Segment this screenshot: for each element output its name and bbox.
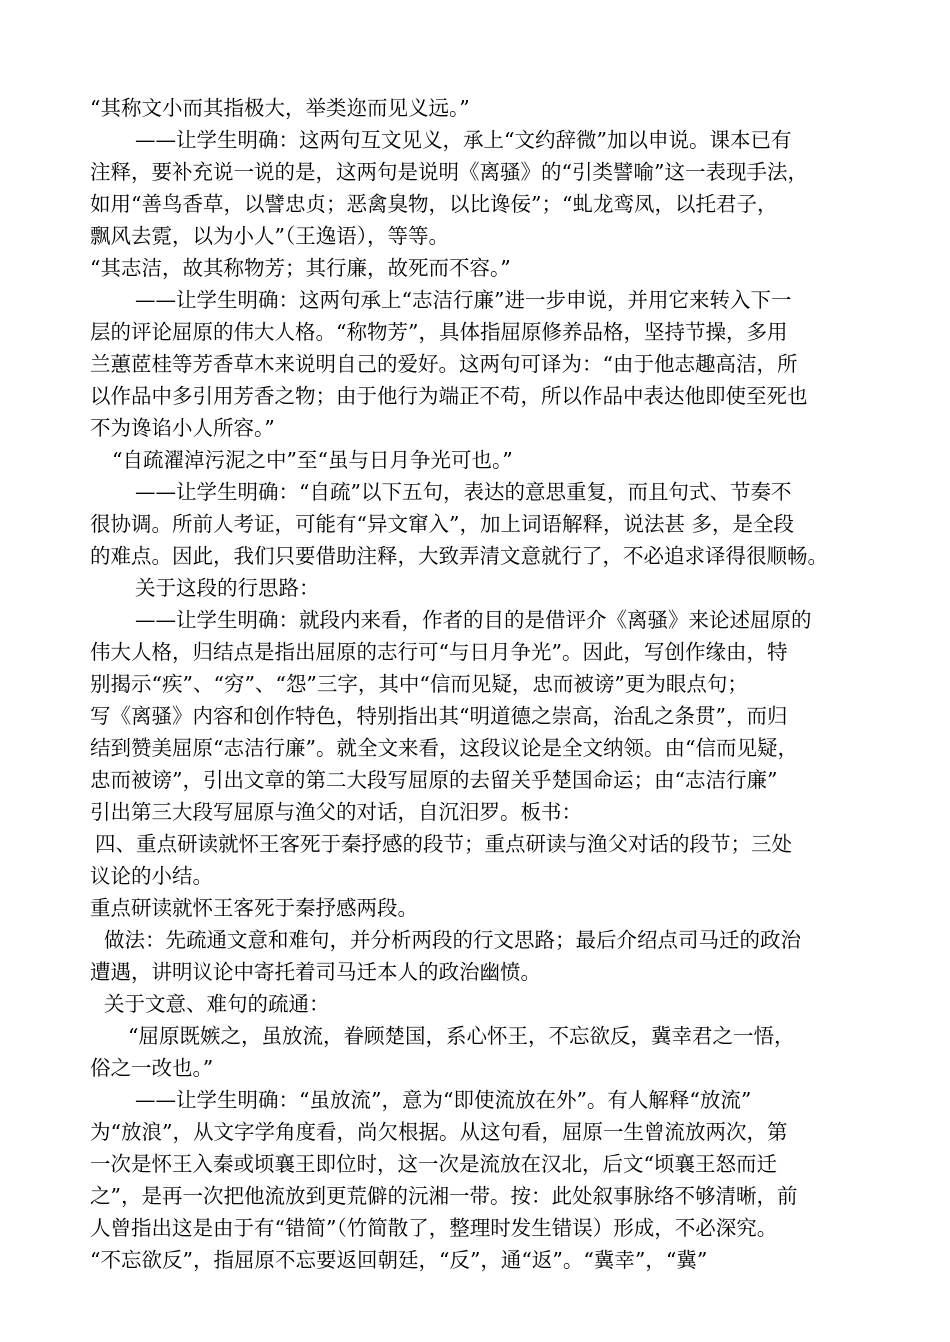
text-line: “屈原既嫉之，虽放流，眷顾楚国，系心怀王，不忘欲反，冀幸君之一悟，: [128, 1024, 795, 1048]
text-line: 四、重点研读就怀王客死于秦抒感的段节；重点研读与渔父对话的段节；三处: [95, 832, 792, 856]
text-line: 引出第三大段写屈原与渔父的对话，自沉汨罗。板书：: [90, 800, 582, 824]
text-line: 以作品中多引用芳香之物；由于他行为端正不苟，所以作品中表达他即使至死也: [90, 384, 808, 408]
text-line: 很协调。所前人考证，可能有“异文窜入”，加上词语解释，说法甚 多，是全段: [90, 512, 794, 536]
text-line: 重点研读就怀王客死于秦抒感两段。: [90, 896, 418, 920]
text-line: 为“放浪”，从文字学角度看，尚欠根据。从这句看，屈原一生曾流放两次，第: [90, 1120, 788, 1144]
text-line: “其志洁，故其称物芳；其行廉，故死而不容。”: [90, 256, 511, 280]
text-line: 如用“善鸟香草，以譬忠贞；恶禽臭物，以比谗佞”；“虬龙鸾凤，以托君子，: [90, 192, 778, 216]
text-line: 关于这段的行思路：: [135, 576, 320, 600]
text-line: ——让学生明确：“虽放流”，意为“即使流放在外”。有人解释“放流”: [135, 1088, 752, 1112]
text-line: ——让学生明确：“自疏”以下五句，表达的意思重复，而且句式、节奏不: [135, 480, 792, 504]
text-line: 写《离骚》内容和创作特色，特别指出其“明道德之崇高，治乱之条贯”，而归: [90, 704, 788, 728]
text-line: 人曾指出这是由于有“错简”（竹简散了，整理时发生错误）形成，不必深究。: [90, 1216, 778, 1240]
text-line: 层的评论屈原的伟大人格。“称物芳”，具体指屈原修养品格，坚持节操，多用: [90, 320, 788, 344]
text-line: 飘风去霓，以为小人”（王逸语），等等。: [90, 224, 449, 248]
text-line: 做法：先疏通文意和难句，并分析两段的行文思路；最后介绍点司马迁的政治: [104, 928, 801, 952]
text-line: “自疏濯淖污泥之中”至“虽与日月争光可也。”: [112, 448, 513, 472]
text-line: 伟大人格，归结点是指出屈原的志行可“与日月争光”。因此，写创作缘由，特: [90, 640, 788, 664]
text-line: 议论的小结。: [90, 864, 213, 888]
text-line: 的难点。因此，我们只要借助注释，大致弄清文意就行了，不必追求译得很顺畅。: [90, 544, 828, 568]
text-line: “不忘欲反”，指屈原不忘要返回朝廷，“反”，通“返”。“冀幸”，“冀”: [90, 1248, 708, 1272]
text-line: 别揭示“疾”、“穷”、“怨”三字，其中“信而见疑，忠而被谤”更为眼点句；: [90, 672, 748, 696]
text-line: ——让学生明确：这两句承上“志洁行廉”进一步申说，并用它来转入下一: [135, 288, 792, 312]
text-line: 之”，是再一次把他流放到更荒僻的沅湘一带。按：此处叙事脉络不够清晰，前: [90, 1184, 798, 1208]
text-line: 注释，要补充说一说的是，这两句是说明《离骚》的“引类譬喻”这一表现手法，: [90, 160, 808, 184]
text-line: 俗之一改也。”: [90, 1056, 214, 1080]
text-line: ——让学生明确：就段内来看，作者的目的是借评介《离骚》来论述屈原的: [135, 608, 812, 632]
text-line: 关于文意、难句的疏通：: [104, 992, 330, 1016]
text-line: 遭遇，讲明议论中寄托着司马迁本人的政治幽愤。: [90, 960, 541, 984]
text-line: ——让学生明确：这两句互文见义，承上“文约辞微”加以申说。课本已有: [135, 128, 792, 152]
text-line: 结到赞美屈原“志洁行廉”。就全文来看，这段议论是全文纳领。由“信而见疑，: [90, 736, 798, 760]
text-line: 忠而被谤”，引出文章的第二大段写屈原的去留关乎楚国命运；由“志洁行廉”: [90, 768, 778, 792]
text-line: 兰蕙茝桂等芳香草木来说明自己的爱好。这两句可译为：“由于他志趣高洁，所: [90, 352, 798, 376]
text-line: “其称文小而其指极大，举类迩而见义远。”: [90, 96, 470, 120]
text-line: 一次是怀王入秦或顷襄王即位时，这一次是流放在汉北，后文“顷襄王怒而迁: [90, 1152, 777, 1176]
text-line: 不为谗谄小人所容。”: [90, 416, 275, 440]
